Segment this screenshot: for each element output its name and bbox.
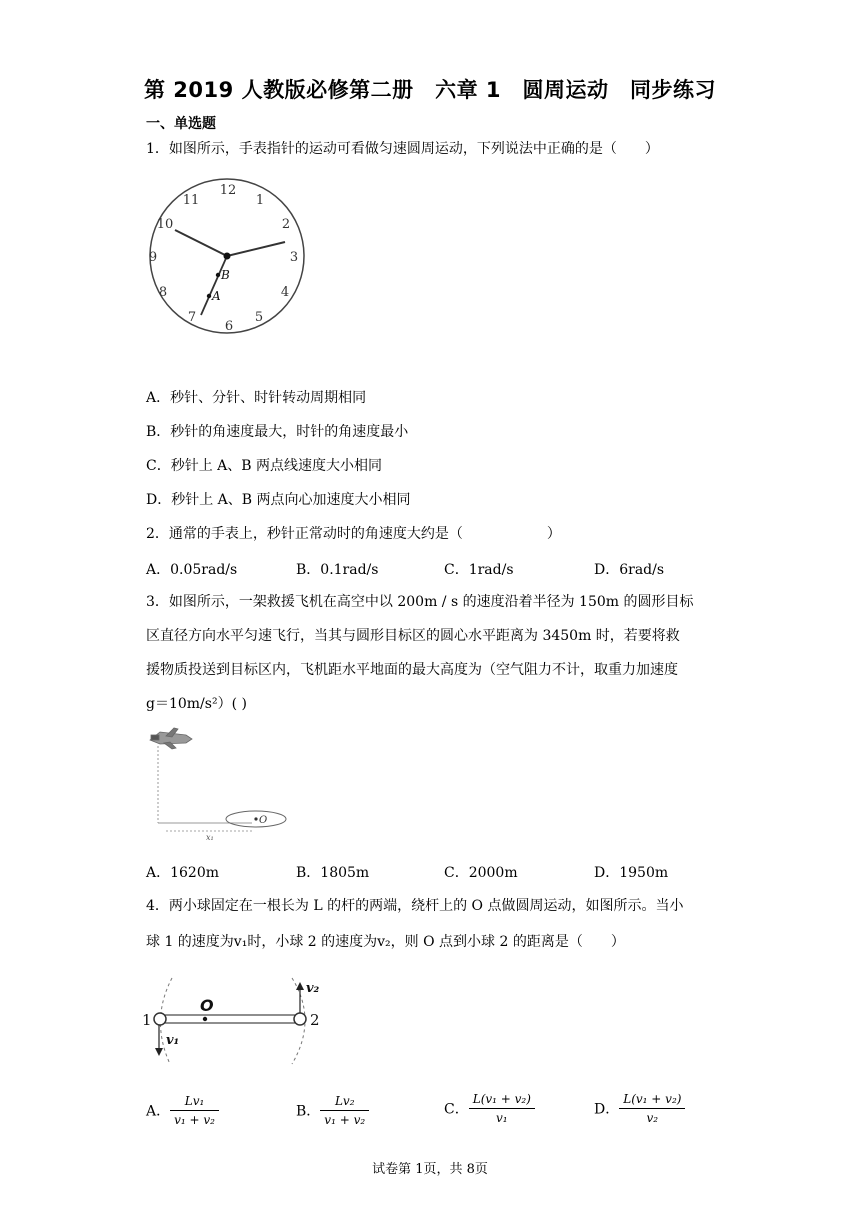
clock-num-1: 1 [255, 193, 265, 208]
q4-option-c-fraction [469, 1092, 535, 1125]
clock-num-7: 7 [187, 310, 197, 325]
q3-option-b: B．1805m [296, 865, 370, 881]
clock-num-3: 3 [289, 250, 299, 265]
q2-option-d: D．6rad/s [594, 562, 665, 578]
q3-line-3: 援物质投送到目标区内，飞机距水平地面的最大高度为（空气阻力不计，取重力加速度 [146, 662, 678, 678]
q3-option-c: C．2000m [444, 865, 518, 881]
q4-option-c-numerator: L(v₁ + v₂) [469, 1092, 535, 1109]
airplane-icon [150, 728, 192, 749]
ball-1-label: 1 [142, 1011, 152, 1029]
clock-num-8: 8 [158, 285, 168, 300]
q4-option-c-letter: C． [444, 1101, 469, 1118]
point-a-label: A [212, 289, 221, 303]
q4-option-d-denominator: v₂ [646, 1111, 659, 1125]
q2-option-b: B．0.1rad/s [296, 562, 379, 578]
q4-option-b-letter: B． [296, 1103, 321, 1120]
point-b-label: B [221, 268, 230, 282]
q4-option-c [444, 1092, 535, 1125]
q4-option-a-fraction [170, 1094, 219, 1127]
rod-figure [142, 974, 342, 1074]
clock-num-6: 6 [224, 319, 234, 334]
q4-option-b-numerator: Lv₂ [320, 1094, 369, 1111]
clock-num-5: 5 [254, 310, 264, 325]
q4-option-a-denominator: v₁ + v₂ [174, 1113, 215, 1127]
distance-x1-label: x₁ [206, 833, 214, 842]
airplane-figure [146, 726, 296, 842]
ball-2-label: 2 [310, 1011, 320, 1029]
q4-option-b [296, 1094, 369, 1127]
q1-option-b: B．秒针的角速度最大，时针的角速度最小 [146, 424, 409, 440]
q4-option-b-denominator: v₁ + v₂ [324, 1113, 366, 1127]
q2-option-c: C．1rad/s [444, 562, 514, 578]
velocity-v2-label: v₂ [306, 981, 320, 996]
q3-line-4: g＝10m/s²）( ) [146, 696, 247, 712]
center-o-label: O [259, 815, 268, 826]
q2-option-a: A．0.05rad/s [146, 562, 238, 578]
clock-num-4: 4 [280, 285, 290, 300]
q4-option-d-fraction [619, 1092, 685, 1125]
q4-option-d-numerator: L(v₁ + v₂) [619, 1092, 685, 1109]
q1-option-a: A．秒针、分针、时针转动周期相同 [146, 390, 367, 406]
q4-option-b-fraction [320, 1094, 369, 1127]
clock-num-12: 12 [219, 183, 237, 198]
clock-num-10: 10 [156, 217, 174, 232]
velocity-v1-label: v₁ [166, 1033, 180, 1048]
q4-line-1: 4．两小球固定在一根长为 L 的杆的两端，绕杆上的 O 点做圆周运动，如图所示。当小 [146, 898, 684, 914]
q3-option-a: A．1620m [146, 865, 220, 881]
q1-stem: 1．如图所示，手表指针的运动可看做匀速圆周运动，下列说法中正确的是（ ） [146, 141, 659, 157]
q3-option-d: D．1950m [594, 865, 669, 881]
q2-stem: 2．通常的手表上，秒针正常动时的角速度大约是（ ） [146, 526, 561, 542]
clock-figure [145, 178, 315, 338]
q1-option-d: D．秒针上 A、B 两点向心加速度大小相同 [146, 492, 411, 508]
q4-option-a [146, 1094, 219, 1127]
q4-option-a-letter: A． [146, 1103, 171, 1120]
q4-option-c-denominator: v₁ [496, 1111, 508, 1125]
q4-line-2: 球 1 的速度为v₁时，小球 2 的速度为v₂，则 O 点到小球 2 的距离是（ ） [146, 934, 625, 950]
page-title: 第 2019 人教版必修第二册 六章 1 圆周运动 同步练习 [144, 78, 716, 102]
q4-option-d-letter: D． [594, 1101, 620, 1118]
section-heading: 一、单选题 [146, 116, 216, 132]
clock-num-9: 9 [148, 250, 158, 265]
q3-line-2: 区直径方向水平匀速飞行，当其与圆形目标区的圆心水平距离为 3450m 时，若要将救 [146, 628, 680, 644]
clock-num-2: 2 [281, 217, 291, 232]
q1-option-c: C．秒针上 A、B 两点线速度大小相同 [146, 458, 383, 474]
q4-option-d [594, 1092, 685, 1125]
clock-num-11: 11 [182, 193, 200, 208]
q3-line-1: 3．如图所示，一架救援飞机在高空中以 200m / s 的速度沿着半径为 150m 的圆形目标 [146, 594, 694, 610]
page-footer: 试卷第 1页，共 8页 [372, 1162, 488, 1177]
pivot-o-label: O [200, 996, 214, 1015]
q4-option-a-numerator: Lv₁ [170, 1094, 219, 1111]
